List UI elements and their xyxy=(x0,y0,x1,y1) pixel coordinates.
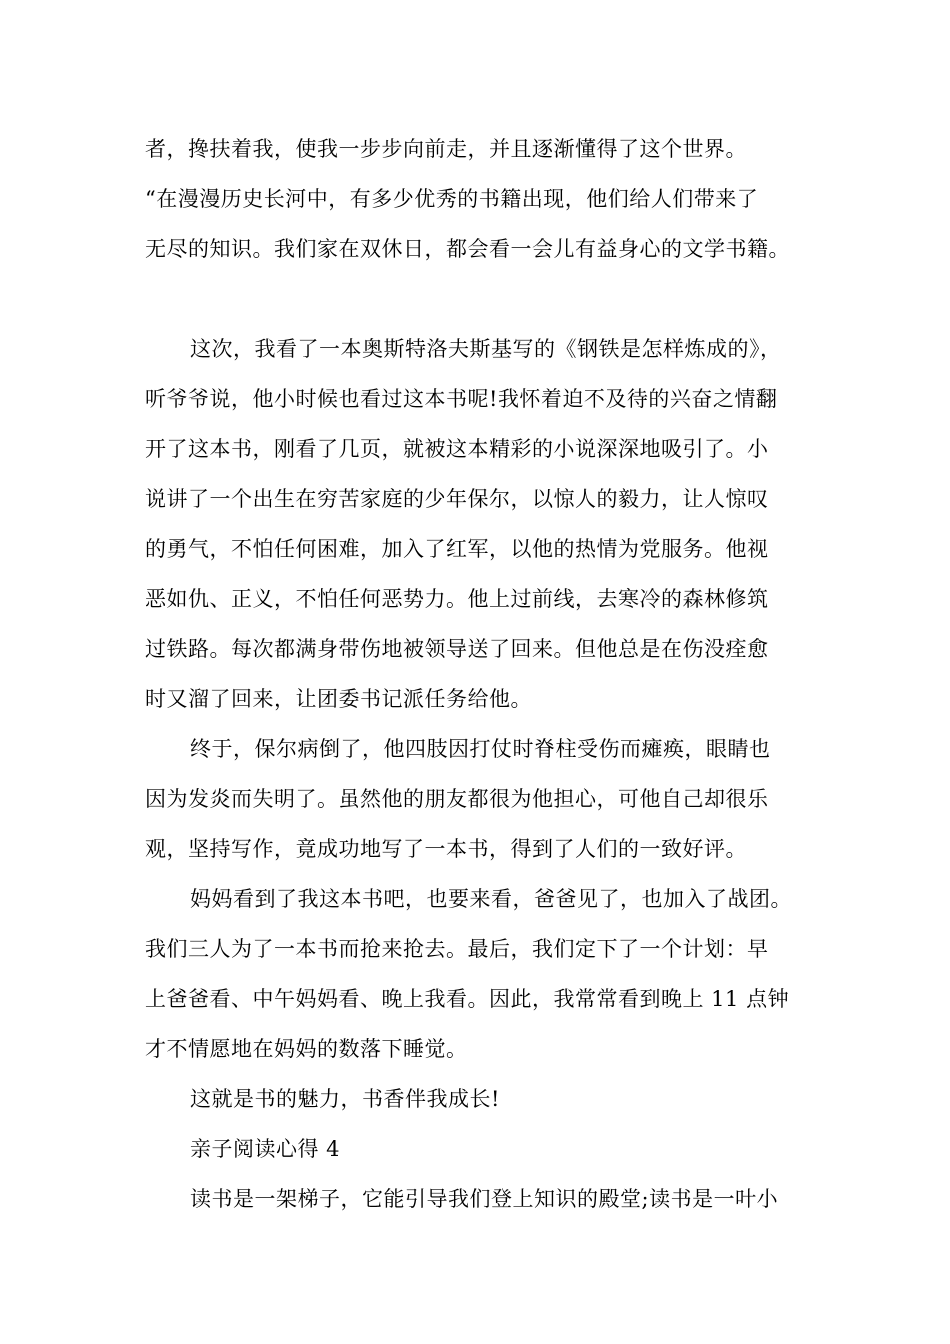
text-line: 才不情愿地在妈妈的数落下睡觉。 xyxy=(145,1037,468,1061)
text-line: 因为发炎而失明了。虽然他的朋友都很为他担心，可他自己却很乐 xyxy=(145,787,769,811)
text-line: 听爷爷说，他小时候也看过这本书呢!我怀着迫不及待的兴奋之情翻 xyxy=(145,387,778,411)
text-line: “在漫漫历史长河中，有多少优秀的书籍出现，他们给人们带来了 xyxy=(145,187,759,211)
text-line: 这次，我看了一本奥斯特洛夫斯基写的《钢铁是怎样炼成的》， xyxy=(190,337,782,361)
text-line: 读书是一架梯子，它能引导我们登上知识的殿堂;读书是一叶小 xyxy=(190,1187,779,1211)
section-heading: 亲子阅读心得 4 xyxy=(190,1137,341,1161)
text-line: 的勇气，不怕任何困难，加入了红军，以他的热情为党服务。他视 xyxy=(145,537,769,561)
text-line: 开了这本书，刚看了几页，就被这本精彩的小说深深地吸引了。小 xyxy=(145,437,769,461)
text-line: 这就是书的魅力，书香伴我成长! xyxy=(190,1087,500,1111)
text-line: 无尽的知识。我们家在双休日，都会看一会儿有益身心的文学书籍。 xyxy=(145,237,790,261)
text-line: 我们三人为了一本书而抢来抢去。最后，我们定下了一个计划：早 xyxy=(145,937,769,961)
text-line: 上爸爸看、中午妈妈看、晚上我看。因此，我常常看到晚上 11 点钟 xyxy=(145,987,790,1011)
text-line: 者，搀扶着我，使我一步步向前走，并且逐渐懂得了这个世界。 xyxy=(145,137,747,161)
text-line: 终于，保尔病倒了，他四肢因打仗时脊柱受伤而瘫痪，眼睛也 xyxy=(190,737,771,761)
text-line: 观，坚持写作，竟成功地写了一本书，得到了人们的一致好评。 xyxy=(145,837,747,861)
text-line: 说讲了一个出生在穷苦家庭的少年保尔，以惊人的毅力，让人惊叹 xyxy=(145,487,769,511)
text-line: 妈妈看到了我这本书吧，也要来看，爸爸见了，也加入了战团。 xyxy=(190,887,792,911)
text-line: 时又溜了回来，让团委书记派任务给他。 xyxy=(145,687,532,711)
text-line: 过铁路。每次都满身带伤地被领导送了回来。但他总是在伤没痊愈 xyxy=(145,637,769,661)
text-line: 恶如仇、正义，不怕任何恶势力。他上过前线，去寒冷的森林修筑 xyxy=(145,587,769,611)
